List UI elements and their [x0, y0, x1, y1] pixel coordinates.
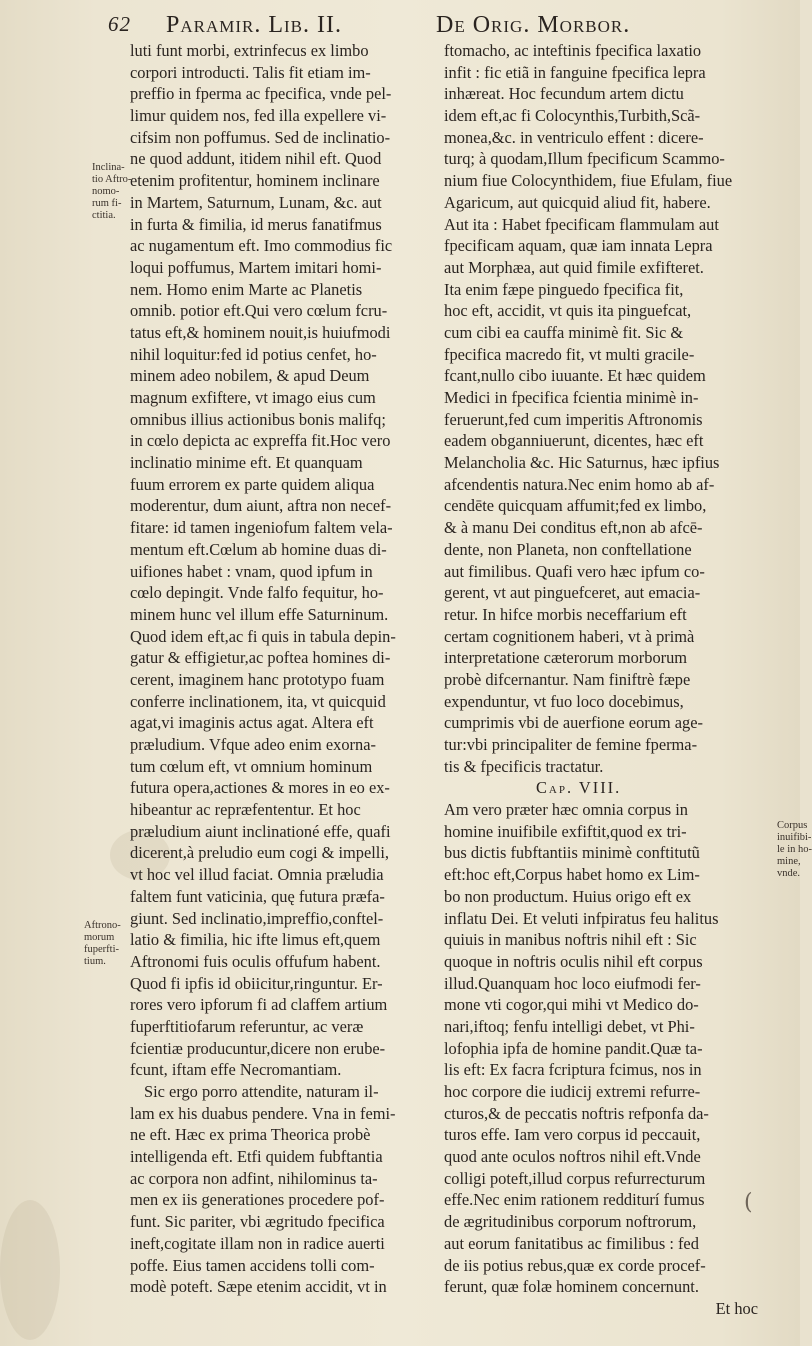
text-line: etenim profitentur, hominem inclinare	[130, 171, 380, 191]
text-line: Medici in fpecifica fcientia minimè in-	[444, 388, 699, 407]
text-line: men ex iis generationes procedere pof-	[130, 1190, 385, 1210]
margin-note-line: tio Aftro-	[92, 174, 132, 185]
text-line: modè poteft. Sæpe etenim accidit, vt in	[130, 1277, 387, 1297]
text-line: corpori introducti. Talis fit etiam im-	[130, 62, 371, 82]
text-line: fpecificam aquam, quæ iam innata Lepra	[444, 236, 713, 256]
margin-note-line: ctitia.	[92, 210, 116, 221]
text-line: fuperftitiofarum referuntur, ac veræ	[130, 1016, 364, 1036]
catchword: Et hoc	[715, 1298, 758, 1318]
text-line: præludium. Vfque adeo enim exorna-	[130, 735, 376, 754]
text-line: aut fimilibus. Quafi vero hæc ipfum co-	[444, 561, 705, 581]
text-line: Sic ergo porro attendite, naturam il-	[144, 1082, 379, 1101]
margin-note-line: nomo-	[92, 186, 120, 197]
text-line: mentum eft.Cœlum ab homine duas di-	[130, 539, 387, 559]
chapter-heading: Cap. VIII.	[536, 778, 622, 798]
text-line: eadem obganniuerunt, dicentes, hæc eft	[444, 431, 704, 451]
text-line: faltem funt vaticinia, quę futura præfa-	[130, 886, 385, 906]
margin-note-line: Aftrono-	[84, 920, 121, 931]
text-line: ac corpora non adfint, nihilominus ta-	[130, 1168, 378, 1188]
text-line: quiuis in manibus noftris nihil eft : Sic	[444, 930, 697, 950]
margin-note-line: tium.	[84, 956, 106, 967]
text-line: probè difcernantur. Nam finiftrè fæpe	[444, 669, 691, 689]
text-line: magnum exfiftere, vt imago eius cum	[130, 388, 376, 407]
text-line: moderentur, dum aiunt, aftra non necef-	[130, 496, 392, 516]
running-title-right: De Orig. Morbor.	[436, 12, 631, 38]
text-line: expenduntur, vt fuo loco docebimus,	[444, 691, 684, 711]
text-line: bus dictis fubftantiis minimè conftitutũ	[444, 843, 700, 863]
text-line: cendēte quicquam affumit;fed ex limbo,	[444, 496, 707, 516]
text-line: preffio in fperma ac fpecifica, vnde pel-	[130, 84, 392, 104]
text-line: Ita enim fæpe pinguedo fpecifica fit,	[444, 279, 684, 299]
text-line: lofophia ipfa de homine pandit.Quæ ta-	[444, 1038, 703, 1058]
text-line: minem adeo nobilem, & apud Deum	[130, 366, 370, 386]
text-line: cifsim non poffumus. Sed de inclinatio-	[130, 127, 391, 147]
text-line: ferunt, quæ folæ hominem concernunt.	[444, 1277, 699, 1297]
margin-note-line: morum	[84, 932, 115, 943]
margin-note-line: vnde.	[777, 868, 801, 879]
text-line: homine inuifibile exfiftit,quod ex tri-	[444, 821, 687, 841]
paper-stain	[0, 1200, 60, 1340]
text-line: luti funt morbi, extrinfecus ex limbo	[130, 41, 369, 60]
text-line: Melancholia &c. Hic Saturnus, hæc ipfius	[444, 453, 720, 473]
text-line: tatus eft,& hominem nouit,is huiufmodi	[130, 322, 391, 342]
text-line: dicerent,à preludio eum cogi & impelli,	[130, 843, 389, 863]
text-line: ne quod addunt, itidem nihil eft. Quod	[130, 149, 382, 169]
text-line: hoc corpore die iudicij extremi refurre-	[444, 1082, 701, 1101]
margin-note-line: inuifibi-	[777, 832, 812, 843]
text-line: feruerunt,fed cum imperitis Aftronomis	[444, 409, 703, 429]
text-line: vt hoc vel illud faciat. Omnia præludia	[130, 865, 384, 885]
text-line: nihil loquitur:fed id potius cenfet, ho-	[130, 344, 377, 364]
text-line: ne eft. Hæc ex prima Theorica probè	[130, 1125, 371, 1145]
text-line: giunt. Sed inclinatio,impreffio,conftel-	[130, 908, 384, 928]
text-line: Aut ita : Habet fpecificam flammulam aut	[444, 214, 719, 234]
page-header	[98, 12, 788, 42]
text-line: turq; à quodam,Illum fpecificum Scammo-	[444, 149, 725, 169]
text-line: bo non productum. Huius origo eft ex	[444, 886, 692, 906]
text-line: ftomacho, ac inteftinis fpecifica laxatio	[444, 41, 702, 60]
text-line: nem. Homo enim Marte ac Planetis	[130, 279, 363, 299]
text-line: futura opera,actiones & mores in eo ex-	[130, 778, 390, 798]
left-text-column	[130, 40, 432, 1298]
text-line: uifiones habet : vnam, quod ipfum in	[130, 561, 373, 581]
text-line: hibeantur ac repræfententur. Et hoc	[130, 800, 361, 820]
margin-note-line: Corpus	[777, 820, 808, 831]
margin-note-line: mine,	[777, 856, 801, 867]
text-line: fuum errorem ex parte quidem aliqua	[130, 474, 375, 494]
text-line: Quod fi ipfis id obiicitur,ringuntur. Er-	[130, 973, 383, 993]
text-line: funt. Sic pariter, vbi ægritudo fpecifica	[130, 1212, 385, 1232]
text-line: de ægritudinibus corporum noftrorum,	[444, 1212, 697, 1232]
text-line: rores vero ipforum fi ad claffem artium	[130, 995, 388, 1015]
text-line: tur:vbi principaliter de femine fperma-	[444, 735, 698, 754]
text-line: afcendentis natura.Nec enim homo ab af-	[444, 474, 715, 494]
right-column-paragraph	[444, 40, 772, 777]
margin-note-line: Inclina-	[92, 162, 125, 173]
text-line: cum cibi ea cauffa minimè fit. Sic &	[444, 322, 684, 342]
right-text-column	[444, 40, 772, 1320]
text-line: in Martem, Saturnum, Lunam, &c. aut	[130, 192, 382, 212]
text-line: cerent, imaginem hanc prototypo fuam	[130, 669, 385, 689]
text-line: Am vero præter hæc omnia corpus in	[444, 800, 688, 820]
chapter-text	[444, 799, 772, 1298]
text-line: ineft,cogitate illam non in radice auerti	[130, 1233, 385, 1253]
text-line: fpecifica macredo fit, vt multi gracile-	[444, 344, 695, 364]
text-line: omnib. potior eft.Qui vero cœlum fcru-	[130, 301, 388, 321]
text-line: colligi poteft,illud corpus refurrecturum	[444, 1168, 706, 1188]
text-line: eft:hoc eft,Corpus habet homo ex Lim-	[444, 865, 700, 885]
text-line: conferre inclinationem, ita, vt quicquid	[130, 691, 386, 711]
text-line: poffe. Eius tamen accidens tolli com-	[130, 1255, 375, 1275]
text-line: tum cœlum eft, vt omnium hominum	[130, 756, 373, 776]
text-line: fcunt, iftam effe Necromantiam.	[130, 1060, 342, 1080]
text-line: gerent, vt aut pinguefceret, aut emacia-	[444, 583, 701, 603]
text-line: retur. In hifce morbis neceffarium eft	[444, 604, 687, 624]
margin-note-line: fuperfti-	[84, 944, 119, 955]
text-line: certam cognitionem haberi, vt à primà	[444, 626, 695, 646]
ink-mark: (	[744, 1190, 753, 1215]
text-line: in cœlo depicta ac expreffa fit.Hoc vero	[130, 431, 391, 451]
text-line: tis & fpecificis tractatur.	[444, 756, 604, 776]
margin-note-astrology-inclination	[92, 162, 131, 222]
text-line: minem hunc vel illum effe Saturninum.	[130, 604, 389, 624]
margin-note-astronomers-superstition	[84, 920, 121, 968]
text-line: nari,iftoq; fenfu intelligi debet, vt Phi-	[444, 1016, 695, 1036]
text-line: lam ex his duabus pendere. Vna in femi-	[130, 1103, 396, 1123]
text-line: in furta & fimilia, id merus fanatifmus	[130, 214, 382, 234]
text-line: monea,&c. in ventriculo effent : dicere-	[444, 127, 704, 147]
text-line: hoc eft, accidit, vt quis ita pinguefcat,	[444, 301, 692, 321]
margin-note-line: rum fi-	[92, 198, 122, 209]
text-line: ac nugamentum eft. Imo commodius fic	[130, 236, 393, 256]
text-line: fcientiæ producuntur,dicere non erube-	[130, 1038, 386, 1058]
text-line: cturos,& de peccatis noftris refponfa da-	[444, 1103, 709, 1123]
text-line: dente, non Planeta, non conftellatione	[444, 539, 692, 559]
margin-note-invisible-body	[777, 820, 812, 880]
text-line: agat,vi imaginis actus agat. Altera eft	[130, 713, 374, 733]
text-line: interpretatione cæterorum morborum	[444, 648, 688, 668]
text-line: cumprimis vbi de auerfione eorum age-	[444, 713, 703, 733]
text-line: fitare: id tamen ingeniofum faltem vela-	[130, 518, 393, 538]
text-line: aut Morphæa, aut quid fimile exfifteret.	[444, 257, 704, 277]
margin-note-line: le in ho-	[777, 844, 812, 855]
text-line: inhæreat. Hoc fecundum artem dictu	[444, 84, 684, 104]
text-line: Agaricum, aut quicquid aliud fit, habere.	[444, 192, 711, 212]
text-line: infit : fic etiã in fanguine fpecifica lepra	[444, 62, 706, 82]
text-line: intelligenda eft. Etfi quidem fubftantia	[130, 1147, 383, 1167]
text-line: Aftronomi fuis oculis offufum habent.	[130, 951, 381, 971]
text-line: illud.Quanquam hoc loco eiufmodi fer-	[444, 973, 701, 993]
text-line: quoque in noftris oculis nihil eft corpus	[444, 951, 703, 971]
text-line: gatur & effigietur,ac poftea homines di-	[130, 648, 391, 668]
text-line: aut eorum fanitatibus ac fimilibus : fed	[444, 1233, 699, 1253]
page-number: 62	[108, 12, 131, 36]
text-line: turos effe. Iam vero corpus id peccauit,	[444, 1125, 701, 1145]
text-line: fcant,nullo cibo iuuante. Et hæc quidem	[444, 366, 706, 386]
text-line: inflatu Dei. Et veluti infpiratus feu halitus	[444, 908, 719, 928]
text-line: lis eft: Ex facra fcriptura fcimus, nos in	[444, 1060, 702, 1080]
running-title-left: Paramir. Lib. II.	[166, 12, 343, 38]
text-line: quod ante oculos noftros nihil eft.Vnde	[444, 1147, 701, 1167]
text-line: Quod idem eft,ac fi quis in tabula depin-	[130, 626, 396, 646]
text-line: effe.Nec enim rationem redditurí fumus	[444, 1190, 705, 1210]
text-line: loqui poffumus, Martem imitari homi-	[130, 257, 382, 277]
text-line: omnibus illius actionibus bonis malifq;	[130, 409, 386, 429]
text-line: limur quidem nos, fed illa expellere vi-	[130, 106, 387, 126]
text-line: & à manu Dei conditus eft,non ab afcē-	[444, 518, 703, 538]
text-line: de iis potius rebus,quæ ex corde procef-	[444, 1255, 706, 1275]
text-line: nium fiue Colocynthidem, fiue Efulam, fiue	[444, 171, 733, 191]
text-line: præludium aiunt inclinationé effe, quafi	[130, 821, 391, 841]
text-line: idem eft,ac fi Colocynthis,Turbith,Scã-	[444, 106, 701, 126]
text-line: cœlo depingit. Vnde falfo fequitur, ho-	[130, 583, 384, 603]
text-line: mone vti cogor,qui mihi vt Medico do-	[444, 995, 699, 1015]
text-line: latio & fimilia, hic ifte limus eft,quem	[130, 930, 381, 950]
text-line: inclinatio minime eft. Et quanquam	[130, 453, 363, 473]
